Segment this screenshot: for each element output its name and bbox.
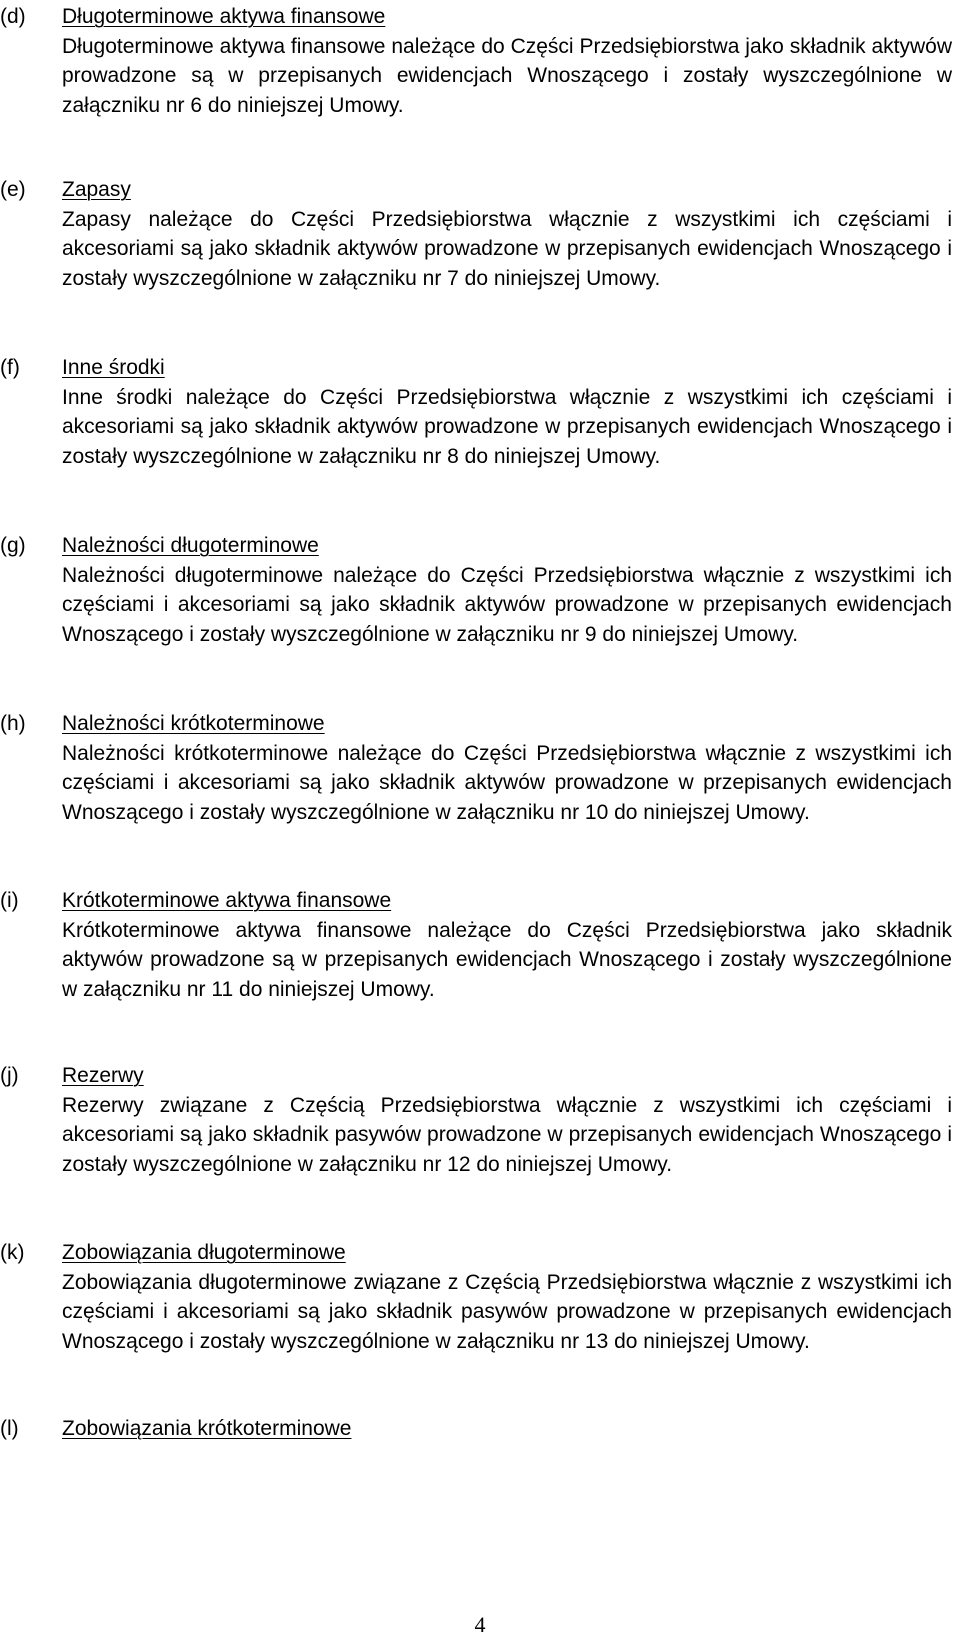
item-body: Zobowiązania długoterminowe związane z Częścią Przedsiębiorstwa włącznie z wszystkimi ich częściami i akcesoriami są jako składnik pasywów prowadzone w przepisanych ewidencjach Wnoszącego i zostały wyszczególnione w załączniku nr 13 do niniejszej Umowy. xyxy=(62,1270,952,1353)
item-body: Krótkoterminowe aktywa finansowe należące do Części Przedsiębiorstwa jako składnik aktywów prowadzone są w przepisanych ewidencjach Wnoszącego i zostały wyszczególnione w załączniku nr 11 do niniejszej Umowy. xyxy=(62,918,952,1001)
item-marker: (d) xyxy=(0,5,26,28)
item-body: Długoterminowe aktywa finansowe należące do Części Przedsiębiorstwa jako składnik aktywów prowadzone są w przepisanych ewidencjach Wnoszącego i zostały wyszczególnione w załączniku nr 6 do niniejszej Umowy. xyxy=(62,34,952,117)
item-content xyxy=(62,886,952,1004)
item-heading: Krótkoterminowe aktywa finansowe xyxy=(62,889,392,912)
item-content xyxy=(62,531,952,649)
item-heading: Inne środki xyxy=(62,356,165,379)
item-marker: (i) xyxy=(0,889,19,912)
item-heading: Należności krótkoterminowe xyxy=(62,712,325,735)
item-content xyxy=(62,353,952,471)
item-heading: Zapasy xyxy=(62,178,131,201)
item-marker: (k) xyxy=(0,1241,25,1264)
item-heading: Należności długoterminowe xyxy=(62,534,319,557)
item-content xyxy=(62,1414,952,1444)
item-heading: Zobowiązania krótkoterminowe xyxy=(62,1417,352,1440)
item-content xyxy=(62,2,952,120)
item-body: Inne środki należące do Części Przedsiębiorstwa włącznie z wszystkimi ich częściami i akcesoriami są jako składnik aktywów prowadzone w przepisanych ewidencjach Wnoszącego i zostały wyszczególnione w załączniku nr 8 do niniejszej Umowy. xyxy=(62,385,952,468)
item-marker: (j) xyxy=(0,1064,19,1087)
item-content xyxy=(62,1061,952,1179)
item-heading: Rezerwy xyxy=(62,1064,144,1087)
item-heading: Długoterminowe aktywa finansowe xyxy=(62,5,386,28)
item-marker: (e) xyxy=(0,178,26,201)
item-marker: (g) xyxy=(0,534,26,557)
item-marker: (l) xyxy=(0,1417,19,1440)
item-heading: Zobowiązania długoterminowe xyxy=(62,1241,346,1264)
item-marker: (h) xyxy=(0,712,26,735)
item-body: Rezerwy związane z Częścią Przedsiębiorstwa włącznie z wszystkimi ich częściami i akcesoriami są jako składnik pasywów prowadzone w przepisanych ewidencjach Wnoszącego i zostały wyszczególnione w załączniku nr 12 do niniejszej Umowy. xyxy=(62,1093,952,1176)
item-body: Należności długoterminowe należące do Części Przedsiębiorstwa włącznie z wszystkimi ich częściami i akcesoriami są jako składnik aktywów prowadzone w przepisanych ewidencjach Wnoszącego i zostały wyszczególnione w załączniku nr 9 do niniejszej Umowy. xyxy=(62,563,952,646)
item-content xyxy=(62,175,952,293)
item-content xyxy=(62,709,952,827)
item-body: Zapasy należące do Części Przedsiębiorstwa włącznie z wszystkimi ich częściami i akcesoriami są jako składnik aktywów prowadzone w przepisanych ewidencjach Wnoszącego i zostały wyszczególnione w załączniku nr 7 do niniejszej Umowy. xyxy=(62,207,952,290)
page-number: 4 xyxy=(474,1612,486,1637)
item-body: Należności krótkoterminowe należące do Części Przedsiębiorstwa włącznie z wszystkimi ich częściami i akcesoriami są jako składnik aktywów prowadzone w przepisanych ewidencjach Wnoszącego i zostały wyszczególnione w załączniku nr 10 do niniejszej Umowy. xyxy=(62,741,952,824)
item-marker: (f) xyxy=(0,356,20,379)
item-content xyxy=(62,1238,952,1356)
